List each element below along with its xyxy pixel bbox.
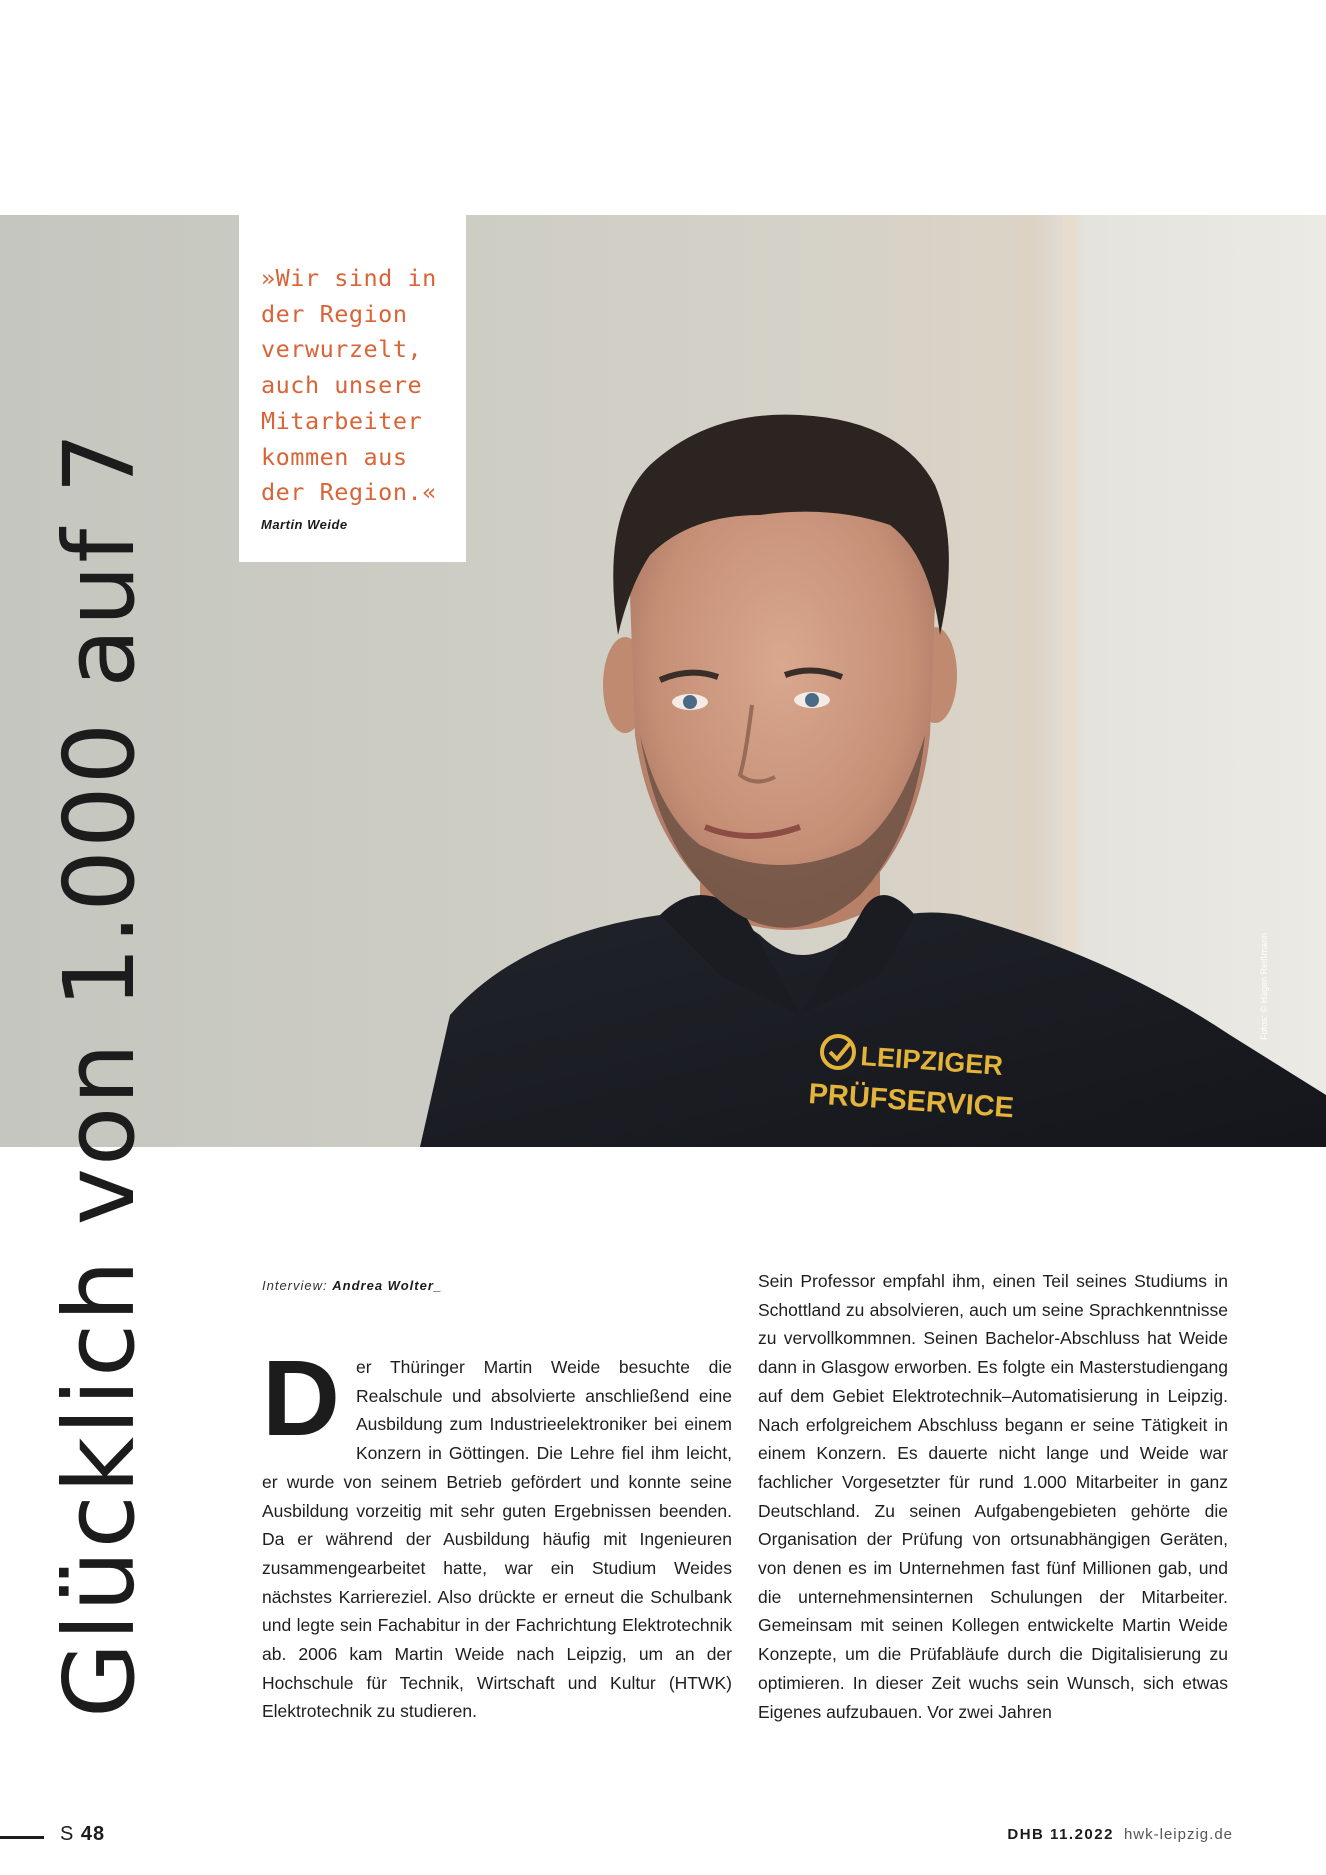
article-column-left	[262, 1337, 732, 1726]
portrait-illustration	[0, 215, 1326, 1147]
portrait-photo	[0, 215, 1326, 1147]
byline-label: Interview:	[262, 1278, 328, 1293]
article-text-left: er Thüringer Martin Weide besuchte die Realschule und absolvierte anschließend eine Ausbildung zum Industrieelektroniker bei einem Konzern in Göttingen. Die Lehre fiel ihm leicht, er wurde von seinem Betrieb gefördert und konnte seine Ausbildung vorzeitig mit sehr guten Ergebnissen beenden. Da er während der Ausbildung häufig mit Ingenieuren zusammengearbeitet hatte, war ein Studium Weides nächstes Karriereziel. Also drückte er erneut die Schulbank und legte sein Fachabitur in der Fachrichtung Elektrotechnik ab. 2006 kam Martin Weide nach Leipzig, um an der Hochschule für Technik, Wirtschaft und Kultur (HTWK) Elektrotechnik zu studieren.	[262, 1357, 732, 1722]
quote-author: Martin Weide	[261, 516, 348, 532]
byline-author: Andrea Wolter_	[332, 1278, 443, 1293]
shirt-logo-line1: LEIPZIGER	[859, 1041, 1004, 1081]
pull-quote	[239, 215, 466, 562]
issue-label: DHB 11.2022	[1007, 1826, 1114, 1843]
dropcap: D	[262, 1337, 340, 1458]
byline	[262, 1278, 442, 1293]
footer-rule	[0, 1836, 44, 1839]
shirt-logo-line2: PRÜFSERVICE	[807, 1078, 1015, 1125]
article-column-right	[758, 1267, 1228, 1726]
page-number-value: 48	[80, 1823, 106, 1845]
page-number	[60, 1823, 105, 1846]
footer-issue	[1007, 1826, 1233, 1843]
article-text-right: Sein Professor empfahl ihm, einen Teil seines Studiums in Schottland zu absolvieren, auch um seine Sprachkenntnisse zu vervollkommnen. Seinen Bachelor-Abschluss hat Weide dann in Glasgow erworben. Es folgte ein Masterstudiengang auf dem Gebiet Elektrotechnik–Automatisierung in Leipzig. Nach erfolgreichem Abschluss begann er seine Tätigkeit in einem Konzern. Es dauerte nicht lange und Weide war fachlicher Vorgesetzter für rund 1.000 Mitarbeiter in ganz Deutschland. Zu seinen Aufgabengebieten gehörte die Organisation der Prüfung von ortsunabhängigen Geräten, von denen es im Unternehmen fast fünf Millionen gab, und die unternehmensinternen Schulungen der Mitarbeiter. Gemeinsam mit seinen Kollegen entwickelte Martin Weide Konzepte, um die Prüfabläufe durch die Digitalisierung zu optimieren. In dieser Zeit wuchs sein Wunsch, sich etwas Eigenes aufzubauen. Vor zwei Jahren	[758, 1271, 1228, 1722]
article-title: Glücklich von 1.000 auf 7	[43, 430, 156, 1718]
page-prefix: S	[60, 1823, 75, 1845]
quote-text: »Wir sind in der Region verwurzelt, auch unsere Mitarbeiter kommen aus der Region.«	[261, 264, 437, 507]
photo-credit: Fotos: © Hagen Reißmann	[1259, 932, 1269, 1040]
site-link[interactable]: hwk-leipzig.de	[1123, 1826, 1233, 1843]
